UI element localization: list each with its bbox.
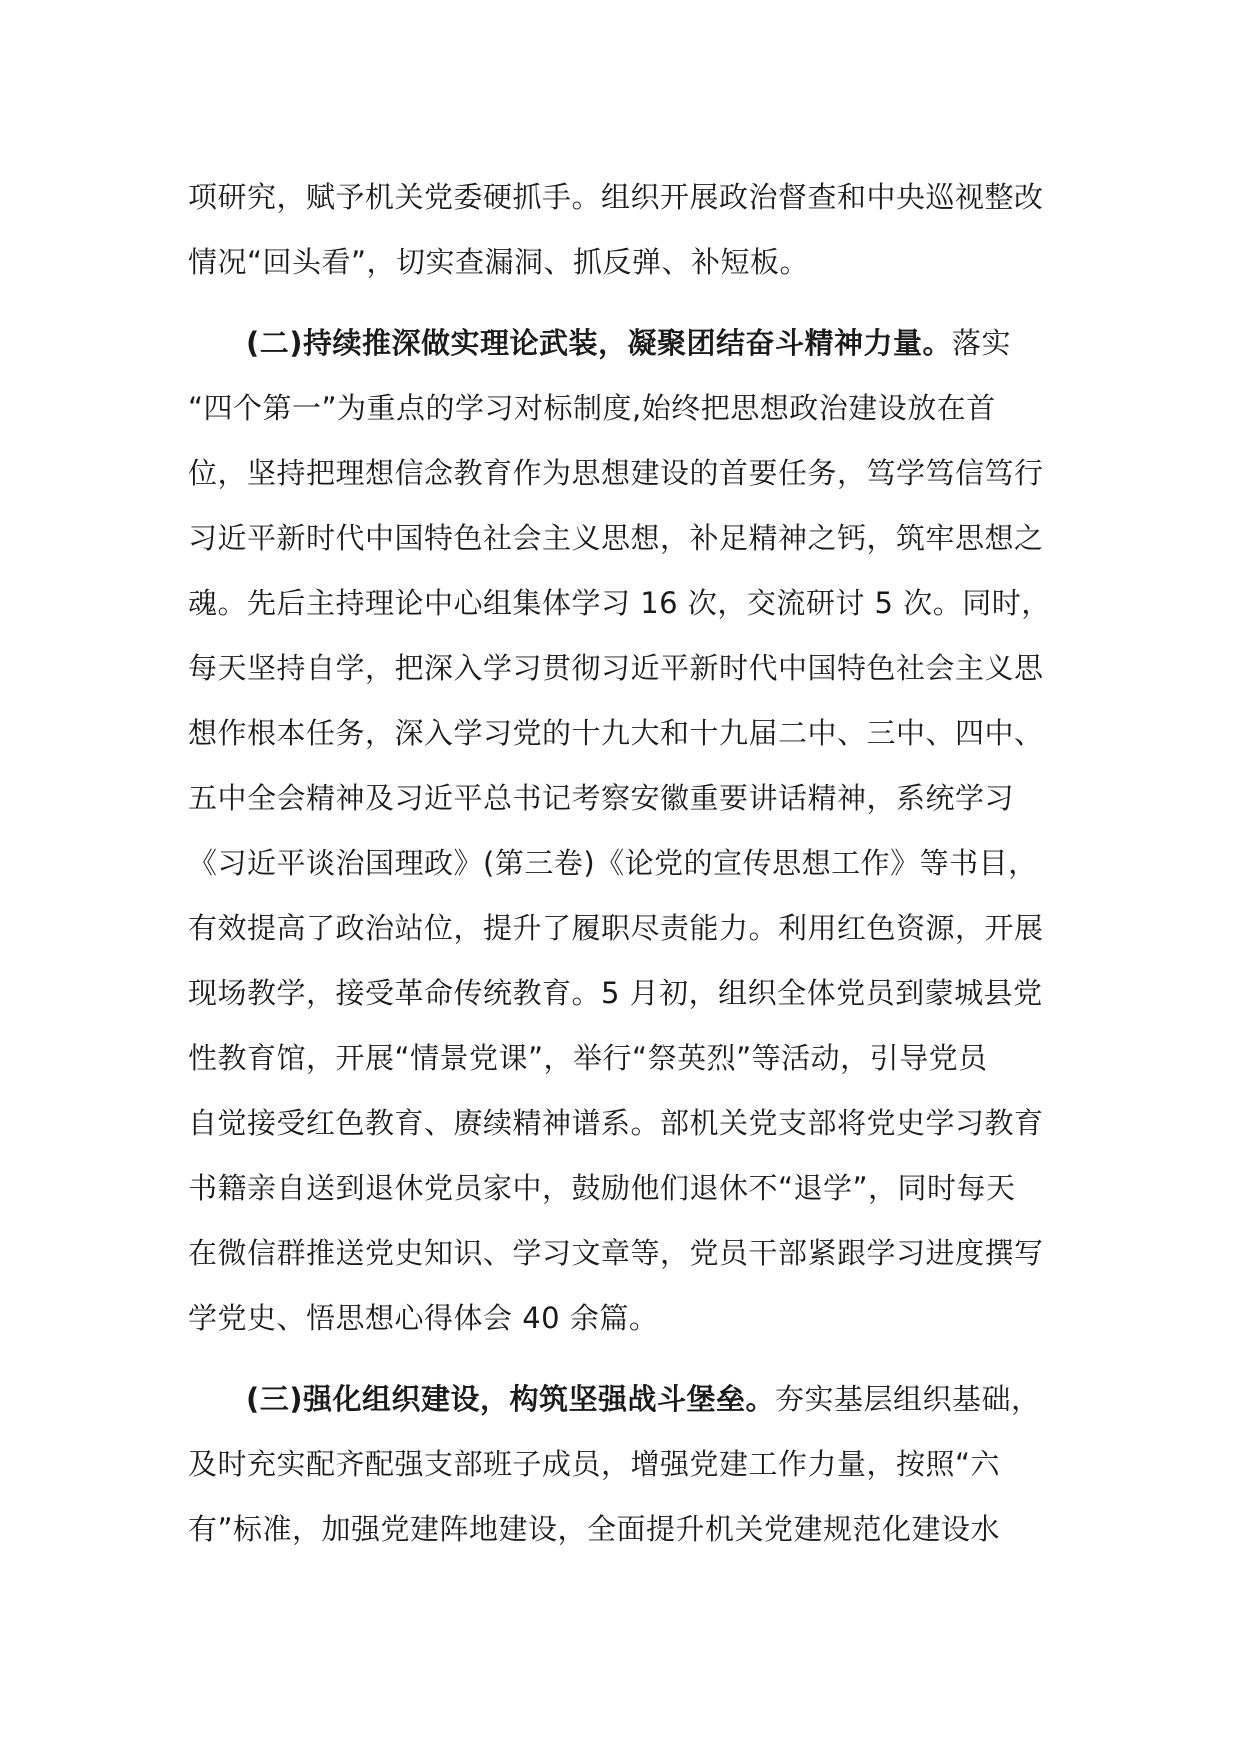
text-line: 位，坚持把理想信念教育作为思想建设的首要任务，笃学笃信笃行 (188, 456, 1044, 490)
section-heading-line (188, 311, 1058, 376)
text-line: 每天坚持自学，把深入学习贯彻习近平新时代中国特色社会主义思 (188, 651, 1044, 685)
text-line: 习近平新时代中国特色社会主义思想，补足精神之钙，筑牢思想之 (188, 521, 1044, 555)
section-heading: (二)持续推深做实理论武装，凝聚团结奋斗精神力量。 (246, 326, 953, 360)
document-page (188, 165, 1058, 1562)
text-line: 性教育馆，开展“情景党课”，举行“祭英烈”等活动，引导党员 (188, 1041, 988, 1075)
text-run: 夯实基层组织基础， (775, 1382, 1041, 1416)
text-line: 五中全会精神及习近平总书记考察安徽重要讲话精神，系统学习 (188, 781, 1015, 815)
text-line: 现场教学，接受革命传统教育。5 月初，组织全体党员到蒙城县党 (188, 976, 1043, 1010)
text-line: 项研究，赋予机关党委硬抓手。组织开展政治督查和中央巡视整改 (188, 180, 1044, 214)
text-line: 情况“回头看”，切实查漏洞、抓反弹、补短板。 (188, 245, 810, 279)
text-line: 有”标准，加强党建阵地建设，全面提升机关党建规范化建设水 (188, 1512, 1001, 1546)
text-line: 学党史、悟思想心得体会 40 余篇。 (188, 1301, 659, 1335)
paragraph-3 (188, 1367, 1058, 1562)
paragraph-1 (188, 165, 1058, 295)
text-run: 落实 (952, 326, 1012, 360)
text-line: 有效提高了政治站位，提升了履职尽责能力。利用红色资源，开展 (188, 911, 1044, 945)
section-heading-line (188, 1367, 1058, 1432)
section-heading: (三)强化组织建设，构筑坚强战斗堡垒。 (246, 1382, 776, 1416)
text-line: 书籍亲自送到退休党员家中，鼓励他们退休不“退学”，同时每天 (188, 1171, 1016, 1205)
text-line: 魂。先后主持理论中心组集体学习 16 次，交流研讨 5 次。同时， (188, 586, 1051, 620)
text-line: 在微信群推送党史知识、学习文章等，党员干部紧跟学习进度撰写 (188, 1236, 1044, 1270)
text-line: 《习近平谈治国理政》(第三卷)《论党的宣传思想工作》等书目， (188, 846, 1038, 880)
text-line: 及时充实配齐配强支部班子成员，增强党建工作力量，按照“六 (188, 1447, 1001, 1481)
paragraph-2 (188, 311, 1058, 1351)
text-line: 想作根本任务，深入学习党的十九大和十九届二中、三中、四中、 (188, 716, 1044, 750)
text-line: “四个第一”为重点的学习对标制度,始终把思想政治建设放在首 (188, 391, 996, 425)
text-line: 自觉接受红色教育、赓续精神谱系。部机关党支部将党史学习教育 (188, 1106, 1044, 1140)
